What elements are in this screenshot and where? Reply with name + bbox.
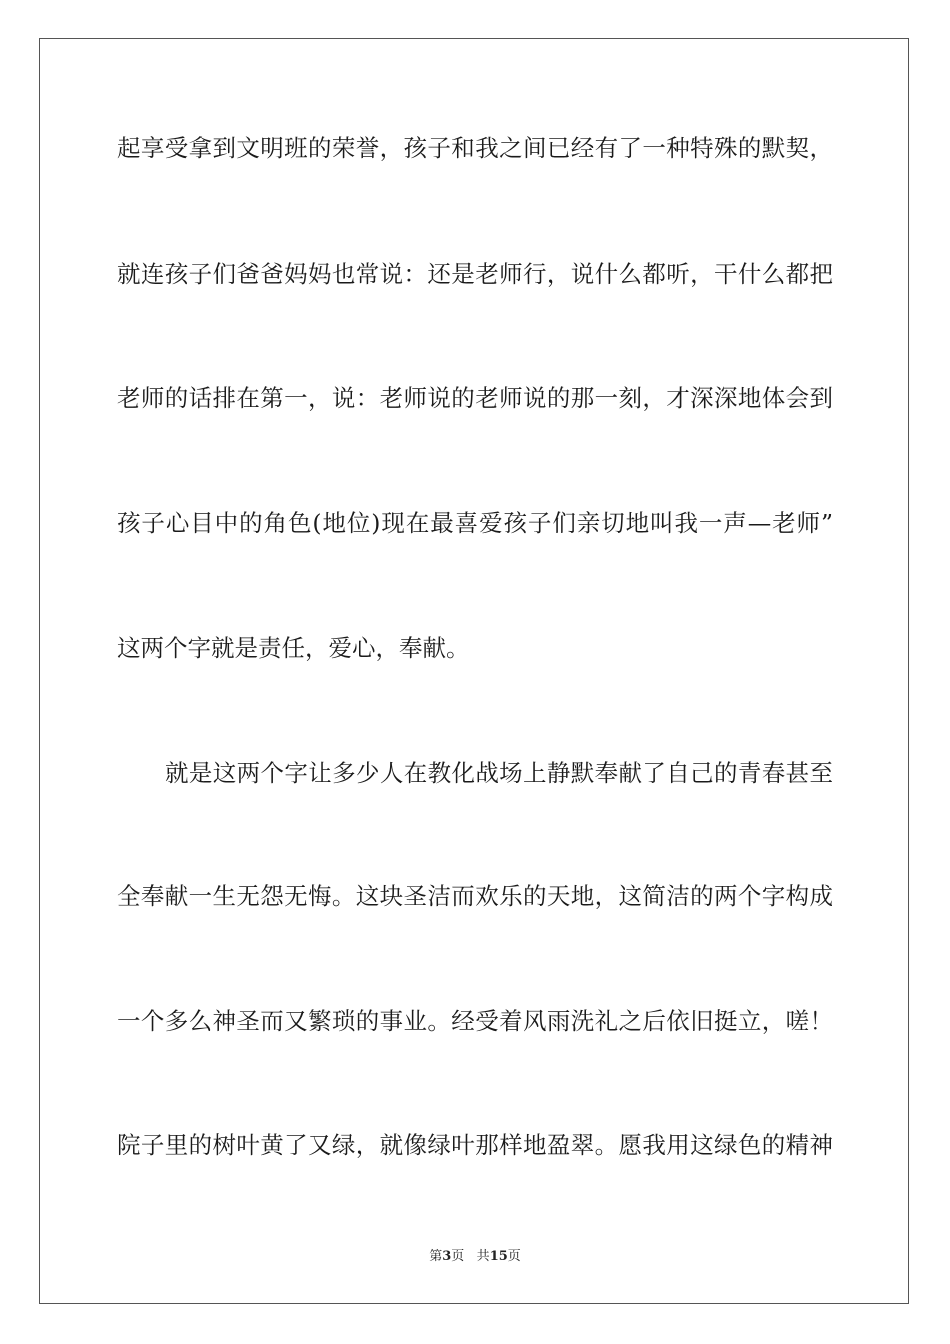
page-footer <box>0 1245 950 1264</box>
text-line-4: 孩子心目中的角色(地位)现在最喜爱孩子们亲切地叫我一声—老师” <box>117 509 833 537</box>
page-border <box>39 38 909 1304</box>
text-line-3: 老师的话排在第一，说：老师说的老师说的那一刻，才深深地体会到 <box>117 384 833 412</box>
page-number: 3 <box>442 1249 452 1264</box>
total-suffix: 页 <box>507 1249 521 1264</box>
text-line-9: 院子里的树叶黄了又绿，就像绿叶那样地盈翠。愿我用这绿色的精神 <box>117 1131 833 1159</box>
text-line-2: 就连孩子们爸爸妈妈也常说：还是老师行，说什么都听，干什么都把 <box>117 260 833 288</box>
page-suffix: 页 <box>451 1249 465 1264</box>
paragraph-first-line: 就是这两个字让多少人在教化战场上静默奉献了自己的青春甚至 <box>165 759 833 787</box>
text-line-1: 起享受拿到文明班的荣誉，孩子和我之间已经有了一种特殊的默契， <box>117 134 833 162</box>
text-line-5: 这两个字就是责任，爱心，奉献。 <box>117 634 470 662</box>
text-line-8: 一个多么神圣而又繁琐的事业。经受着风雨洗礼之后依旧挺立，嗟！ <box>117 1007 833 1035</box>
total-pages: 15 <box>489 1249 508 1264</box>
page-prefix: 第 <box>429 1249 443 1264</box>
total-prefix: 共 <box>476 1249 490 1264</box>
text-line-7: 全奉献一生无怨无悔。这块圣洁而欢乐的天地，这简洁的两个字构成 <box>117 882 833 910</box>
